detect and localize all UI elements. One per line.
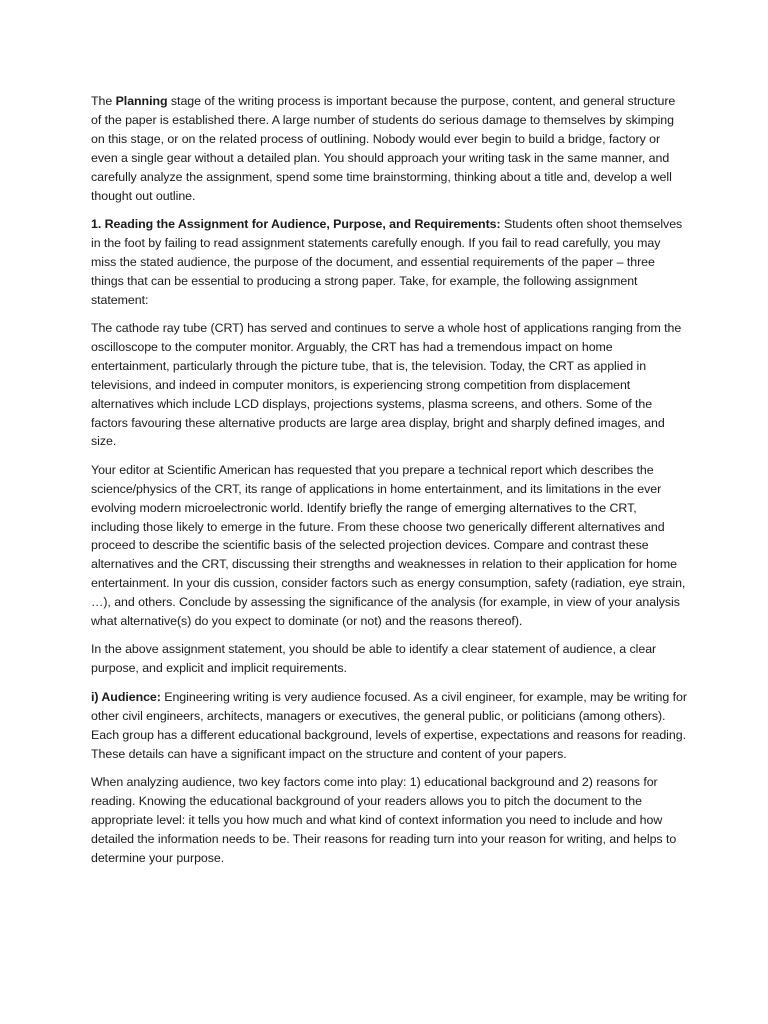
paragraph-reading-assignment-text: Students often shoot themselves in the foot by failing to read assignment statements carefully enough. If you fail to read carefully, you may miss the stated audience, the purpose of the document, and essential requirements of the paper – three things that can be essential to producing a strong paper. Take, for example, the following assignment statement: xyxy=(91,216,683,307)
planning-term: Planning xyxy=(115,94,168,108)
paragraph-analyzing-audience: When analyzing audience, two key factors come into play: 1) educational background and 2) reasons for reading. Knowing the educational background of your readers allows you to pitch the document to the appropriate level: it tells you how much and what kind of context information you need to include and how detailed the information needs to be. Their reasons for reading turn into your reason for writing, and helps to determine your purpose. xyxy=(91,774,677,865)
paragraph-audience xyxy=(91,688,687,764)
section-heading-audience: i) Audience: xyxy=(91,689,161,704)
paragraph-planning xyxy=(91,92,687,205)
paragraph-editor-request: Your editor at Scientific American has requested that you prepare a technical report which describes the science/physics of the CRT, its range of applications in home entertainment, and its limitations in the ever evolving modern microelectronic world. Identify briefly the range of emerging alternatives to the CRT, including those likely to emerge in the future. From these choose two generically different alternatives and proceed to describe the scientific basis of the selected projection devices. Compare and contrast these alternatives and the CRT, discussing their strengths and weaknesses in relation to their application for home entertainment. In your dis cussion, consider factors such as energy consumption, safety (radiation, eye strain, …), and others. Conclude by assessing the significance of the analysis (for example, in view of your analysis what alternative(s) do you expect to dominate (or not) and the reasons thereof). xyxy=(91,462,686,629)
paragraph-audience-text: Engineering writing is very audience focused. As a civil engineer, for example, may be writing for other civil engineers, architects, managers or executives, the general public, or politicians (among others). Each group has a different educational background, levels of expertise, expectations and reasons for reading. These details can have a significant impact on the structure and content of your papers. xyxy=(91,689,687,761)
document-page xyxy=(91,92,687,877)
paragraph-planning-lead: The xyxy=(91,94,116,108)
paragraph-assignment-summary: In the above assignment statement, you should be able to identify a clear statement of audience, a clear purpose, and explicit and implicit requirements. xyxy=(91,642,657,676)
paragraph-reading-assignment xyxy=(91,215,687,310)
paragraph-planning-text: stage of the writing process is important because the purpose, content, and general structure of the paper is established there. A large number of students do serious damage to themselves by skimping on this stage, or on the related process of outlining. Nobody would ever begin to build a bridge, factory or even a single gear without a detailed plan. You should approach your writing task in the same manner, and carefully analyze the assignment, spend some time brainstorming, thinking about a title and, develop a well thought out outline. xyxy=(91,94,676,203)
section-heading-reading-assignment: 1. Reading the Assignment for Audience, Purpose, and Requirements: xyxy=(91,216,501,231)
paragraph-crt-intro: The cathode ray tube (CRT) has served and continues to serve a whole host of applications ranging from the oscilloscope to the computer monitor. Arguably, the CRT has had a tremendous impact on home entertainment, particularly through the picture tube, that is, the television. Today, the CRT as applied in televisions, and indeed in computer monitors, is experiencing strong competition from displacement alternatives which include LCD displays, projections systems, plasma screens, and others. Some of the factors favouring these alternative products are large area display, bright and sharply defined images, and size. xyxy=(91,320,682,449)
